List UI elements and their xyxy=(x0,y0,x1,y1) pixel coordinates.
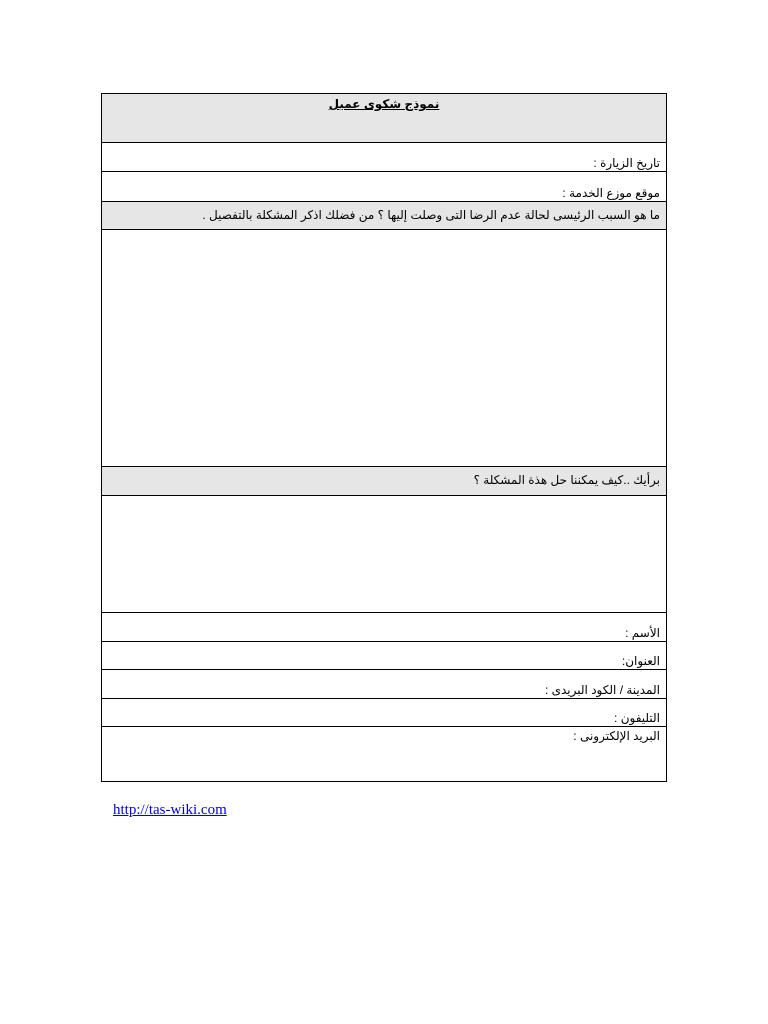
main-cause-answer-area[interactable] xyxy=(102,230,666,467)
complaint-form-table xyxy=(101,93,667,782)
main-cause-question-row xyxy=(102,202,666,230)
email-label: البريد الإلكترونى : xyxy=(573,729,660,743)
solution-answer-area[interactable] xyxy=(102,496,666,613)
form-title-row xyxy=(102,94,666,143)
visit-date-label: تاريخ الزيارة : xyxy=(593,156,660,170)
city-postal-label: المدينة / الكود البريدى : xyxy=(544,683,660,697)
phone-row[interactable] xyxy=(102,699,666,727)
main-cause-question: ما هو السبب الرئيسى لحالة عدم الرضا التى وصلت إليها ؟ من فضلك اذكر المشكلة بالتفصيل . xyxy=(202,208,660,222)
solution-question-row xyxy=(102,467,666,496)
form-title: نموذج شكوى عميل xyxy=(328,97,440,111)
city-postal-row[interactable] xyxy=(102,670,666,699)
service-location-label: موقع موزع الخدمة : xyxy=(562,186,660,200)
name-row[interactable] xyxy=(102,613,666,642)
solution-question: برأيك ..كيف يمكننا حل هذة المشكلة ؟ xyxy=(473,473,660,487)
address-row[interactable] xyxy=(102,642,666,670)
email-row[interactable] xyxy=(102,727,666,781)
service-location-row[interactable] xyxy=(102,172,666,202)
name-label: الأسم : xyxy=(625,626,660,640)
visit-date-row[interactable] xyxy=(102,143,666,172)
source-link[interactable]: http://tas-wiki.com xyxy=(113,802,227,818)
address-label: العنوان: xyxy=(621,654,660,668)
phone-label: التليفون : xyxy=(614,711,660,725)
